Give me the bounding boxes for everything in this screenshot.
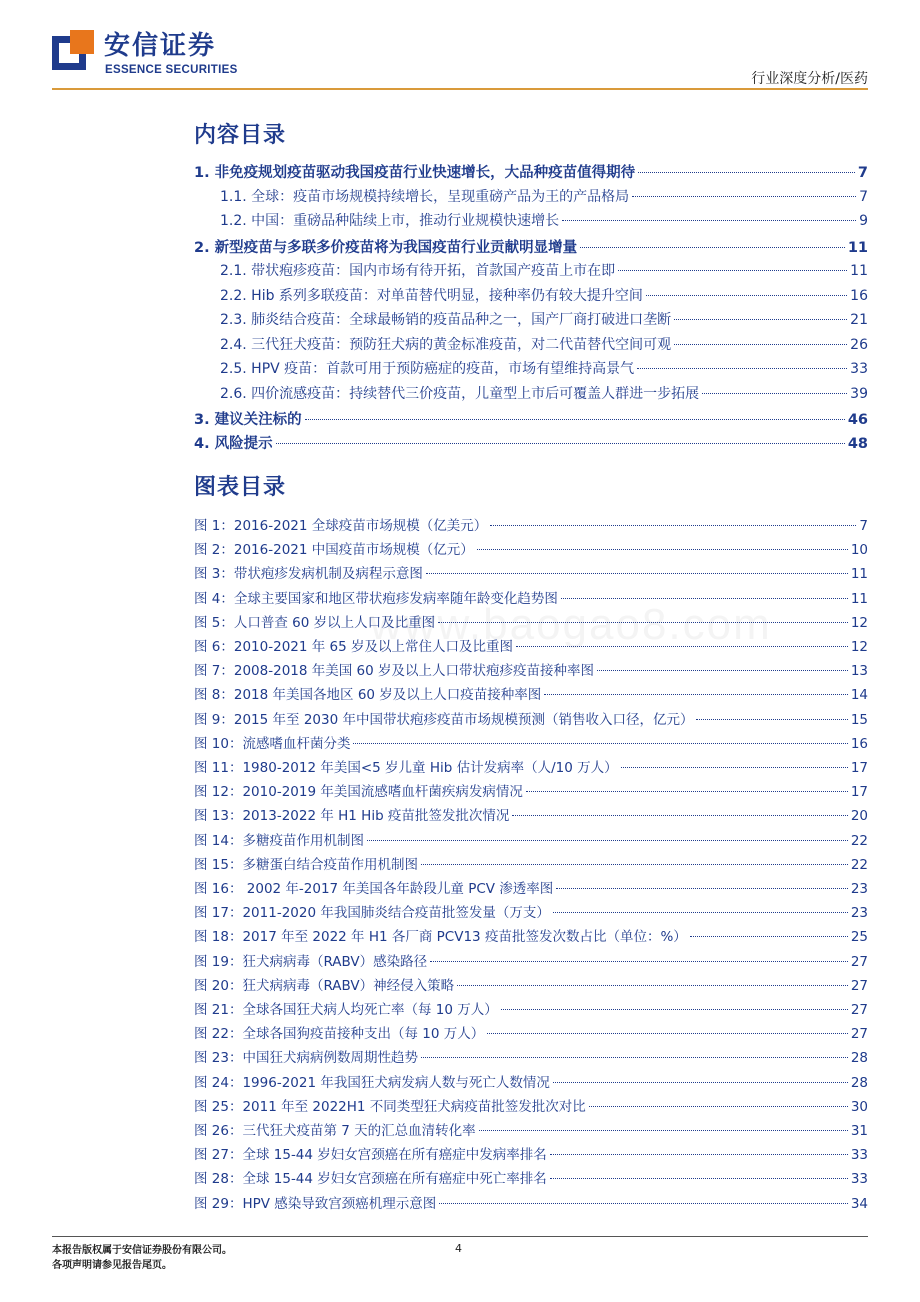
figure-entry-label: 图 1：2016-2021 全球疫苗市场规模（亿美元） [194,518,488,534]
figure-entry-label: 图 19：狂犬病病毒（RABV）感染路径 [194,954,428,970]
toc-entry[interactable] [194,161,868,182]
figure-entry[interactable] [194,780,868,800]
dot-leader [550,1154,848,1155]
figure-entry[interactable] [194,708,868,728]
dot-leader [690,936,848,937]
figure-entry-label: 图 18：2017 年至 2022 年 H1 各厂商 PCV13 疫苗批签发次数占比（单位：%） [194,929,687,945]
toc-entry[interactable] [220,334,868,354]
toc-entry-page: 39 [850,386,868,402]
toc-entry-label: 2.3. 肺炎结合疫苗：全球最畅销的疫苗品种之一，国产厂商打破进口垄断 [220,312,672,328]
dot-leader [646,295,847,296]
figure-entry[interactable] [194,514,868,534]
dot-leader [589,1106,848,1107]
figure-entry-label: 图 28：全球 15-44 岁妇女宫颈癌在所有癌症中死亡率排名 [194,1171,547,1187]
figure-entry-page: 12 [850,639,868,655]
figure-entry-page: 17 [850,760,868,776]
figure-entry[interactable] [194,1119,868,1139]
dot-leader [477,549,848,550]
toc-entry-page: 33 [850,361,868,377]
dot-leader [702,393,847,394]
page-number: 4 [455,1242,462,1255]
figure-entry[interactable] [194,1095,868,1115]
figure-entry-page: 12 [850,615,868,631]
company-logo-icon [52,30,94,72]
figure-entry-label: 图 3：带状疱疹发病机制及病程示意图 [194,566,423,582]
figure-entry-label: 图 16： 2002 年-2017 年美国各年龄段儿童 PCV 渗透率图 [194,881,554,897]
toc-entry-page: 7 [857,165,868,181]
dot-leader [550,1178,848,1179]
figure-entry-label: 图 17：2011-2020 年我国肺炎结合疫苗批签发量（万支） [194,905,550,921]
dot-leader [553,912,848,913]
figure-entry-page: 15 [850,712,868,728]
toc-entry-page: 21 [850,312,868,328]
dot-leader [674,319,847,320]
figure-entry-page: 10 [850,542,868,558]
dot-leader [580,247,845,248]
dot-leader [439,1203,848,1204]
figure-entry-page: 11 [850,591,868,607]
figure-entry-page: 28 [850,1050,868,1066]
figure-entry[interactable] [194,635,868,655]
figure-entry-page: 30 [850,1099,868,1115]
figure-entry[interactable] [194,1046,868,1066]
figure-entry[interactable] [194,562,868,582]
figure-entry-page: 22 [850,857,868,873]
figure-entry-page: 16 [850,736,868,752]
dot-leader [426,573,848,574]
figure-entry-label: 图 6：2010-2021 年 65 岁及以上常住人口及比重图 [194,639,514,655]
figure-entry-label: 图 27：全球 15-44 岁妇女宫颈癌在所有癌症中发病率排名 [194,1147,547,1163]
figures-title: 图表目录 [194,475,287,500]
figure-entry-label: 图 24：1996-2021 年我国狂犬病发病人数与死亡人数情况 [194,1075,550,1091]
toc-entry[interactable] [220,383,868,403]
toc-entry-label: 2.5. HPV 疫苗：首款可用于预防癌症的疫苗，市场有望维持高景气 [220,361,635,377]
toc-entry-label: 2.1. 带状疱疹疫苗：国内市场有待开拓，首款国产疫苗上市在即 [220,263,616,279]
toc-entry-label: 2. 新型疫苗与多联多价疫苗将为我国疫苗行业贡献明显增量 [194,240,578,256]
toc-entry-label: 4. 风险提示 [194,436,273,452]
toc-entry-label: 2.4. 三代狂犬疫苗：预防狂犬病的黄金标准疫苗，对二代苗替代空间可观 [220,337,672,353]
figure-entry-page: 13 [850,663,868,679]
dot-leader [430,961,848,962]
figure-entry[interactable] [194,974,868,994]
dot-leader [421,864,848,865]
figure-entry-label: 图 26：三代狂犬疫苗第 7 天的汇总血清转化率 [194,1123,476,1139]
figure-entry[interactable] [194,683,868,703]
dot-leader [696,719,847,720]
figure-entry-label: 图 10：流感嗜血杆菌分类 [194,736,351,752]
figure-entry[interactable] [194,950,868,970]
brand-name-en: ESSENCE SECURITIES [105,64,238,76]
dot-leader [597,670,848,671]
toc-entry[interactable] [220,309,868,329]
figure-entry[interactable] [194,925,868,945]
toc-entry-label: 2.2. Hib 系列多联疫苗：对单苗替代明显，接种率仍有较大提升空间 [220,288,643,304]
figure-entry-page: 25 [850,929,868,945]
figure-entry[interactable] [194,853,868,873]
dot-leader [487,1033,848,1034]
toc-entry-label: 3. 建议关注标的 [194,412,302,428]
toc-title: 内容目录 [194,123,287,148]
figure-entry-page: 14 [850,687,868,703]
dot-leader [544,694,848,695]
figure-entry[interactable] [194,804,868,824]
dot-leader [421,1057,848,1058]
figure-entry-page: 31 [850,1123,868,1139]
dot-leader [638,172,855,173]
figure-entry-page: 22 [850,833,868,849]
dot-leader [512,815,847,816]
toc-entry-page: 9 [859,213,868,229]
figure-entry-page: 17 [850,784,868,800]
figure-entry-page: 7 [859,518,868,534]
toc-entry[interactable] [220,358,868,378]
toc-entry-page: 46 [847,412,868,428]
figure-entry[interactable] [194,829,868,849]
toc-entry-page: 11 [850,263,868,279]
figure-entry[interactable] [194,756,868,776]
dot-leader [479,1130,848,1131]
figure-entry-label: 图 2：2016-2021 中国疫苗市场规模（亿元） [194,542,474,558]
figure-entry-page: 20 [850,808,868,824]
figure-entry-label: 图 4：全球主要国家和地区带状疱疹发病率随年龄变化趋势图 [194,591,558,607]
toc-entry-label: 2.6. 四价流感疫苗：持续替代三价疫苗，儿童型上市后可覆盖人群进一步拓展 [220,386,700,402]
figure-entry-label: 图 7：2008-2018 年美国 60 岁及以上人口带状疱疹疫苗接种率图 [194,663,595,679]
figure-entry-label: 图 23：中国狂犬病病例数周期性趋势 [194,1050,418,1066]
figure-entry-label: 图 13：2013-2022 年 H1 Hib 疫苗批签发批次情况 [194,808,510,824]
figure-entry-page: 27 [850,978,868,994]
toc-entry[interactable] [220,186,868,206]
toc-entry[interactable] [194,236,868,257]
dot-leader [562,220,856,221]
figure-entry[interactable] [194,877,868,897]
dot-leader [490,525,856,526]
footer-divider [52,1236,868,1237]
dot-leader [305,419,845,420]
figure-entry-page: 27 [850,1026,868,1042]
dot-leader [367,840,848,841]
figure-entry-page: 33 [850,1147,868,1163]
figure-entry-label: 图 5：人口普查 60 岁以上人口及比重图 [194,615,436,631]
figure-entry-page: 34 [850,1196,868,1212]
toc-entry-label: 1.1. 全球：疫苗市场规模持续增长，呈现重磅产品为王的产品格局 [220,189,630,205]
toc-entry-page: 16 [850,288,868,304]
dot-leader [516,646,848,647]
toc-entry-page: 11 [847,240,868,256]
dot-leader [561,598,848,599]
figure-entry-label: 图 15：多糖蛋白结合疫苗作用机制图 [194,857,418,873]
footer-copyright: 本报告版权属于安信证券股份有限公司。 [52,1245,232,1256]
toc-entry[interactable] [194,408,868,429]
report-category: 行业深度分析/医药 [751,71,868,87]
figure-entry-page: 27 [850,1002,868,1018]
figure-entry[interactable] [194,1192,868,1212]
dot-leader [438,622,848,623]
figure-entry-label: 图 11：1980-2012 年美国<5 岁儿童 Hib 估计发病率（人/10 万人） [194,760,618,776]
toc-entry-page: 48 [847,436,868,452]
figure-entry[interactable] [194,732,868,752]
dot-leader [556,888,848,889]
figure-entry-page: 23 [850,881,868,897]
footer-disclaimer: 各项声明请参见报告尾页。 [52,1260,172,1271]
toc-entry[interactable] [220,285,868,305]
figure-entry-page: 27 [850,954,868,970]
toc-entry-label: 1. 非免疫规划疫苗驱动我国疫苗行业快速增长，大品种疫苗值得期待 [194,165,636,181]
dot-leader [618,270,847,271]
figure-entry[interactable] [194,1071,868,1091]
figure-entry[interactable] [194,1022,868,1042]
figure-entry[interactable] [194,611,868,631]
dot-leader [526,791,848,792]
figure-entry[interactable] [194,659,868,679]
figure-entry-label: 图 9：2015 年至 2030 年中国带状疱疹疫苗市场规模预测（销售收入口径，亿元） [194,712,694,728]
dot-leader [501,1009,848,1010]
header-divider [52,88,868,90]
dot-leader [674,344,847,345]
figure-entry-page: 28 [850,1075,868,1091]
figure-entry-page: 23 [850,905,868,921]
figure-entry-label: 图 21：全球各国狂犬病人均死亡率（每 10 万人） [194,1002,498,1018]
figure-entry[interactable] [194,1143,868,1163]
figure-entry-page: 33 [850,1171,868,1187]
figure-entry[interactable] [194,587,868,607]
watermark: www.baogao8.com [370,600,772,649]
dot-leader [553,1082,848,1083]
figure-entry-label: 图 20：狂犬病病毒（RABV）神经侵入策略 [194,978,455,994]
figure-entry-label: 图 14：多糖疫苗作用机制图 [194,833,364,849]
dot-leader [621,767,848,768]
figure-entry[interactable] [194,998,868,1018]
dot-leader [353,743,847,744]
figure-entry-label: 图 29：HPV 感染导致宫颈癌机理示意图 [194,1196,437,1212]
page-header [0,0,920,96]
toc-entry[interactable] [220,260,868,280]
dot-leader [632,196,856,197]
figure-entry[interactable] [194,901,868,921]
toc-entry[interactable] [220,210,868,230]
figure-entry-label: 图 25：2011 年至 2022H1 不同类型狂犬病疫苗批签发批次对比 [194,1099,586,1115]
figure-entry-label: 图 12：2010-2019 年美国流感嗜血杆菌疾病发病情况 [194,784,523,800]
figure-entry-label: 图 8：2018 年美国各地区 60 岁及以上人口疫苗接种率图 [194,687,542,703]
brand-name-cn: 安信证券 [104,31,217,61]
toc-entry-label: 1.2. 中国：重磅品种陆续上市，推动行业规模快速增长 [220,213,560,229]
dot-leader [457,985,848,986]
dot-leader [276,443,845,444]
figure-entry-label: 图 22：全球各国狗疫苗接种支出（每 10 万人） [194,1026,485,1042]
toc-entry[interactable] [194,432,868,453]
figure-entry[interactable] [194,1167,868,1187]
toc-entry-page: 26 [850,337,868,353]
toc-entry-page: 7 [859,189,868,205]
dot-leader [637,368,847,369]
figure-entry-page: 11 [850,566,868,582]
figure-entry[interactable] [194,538,868,558]
